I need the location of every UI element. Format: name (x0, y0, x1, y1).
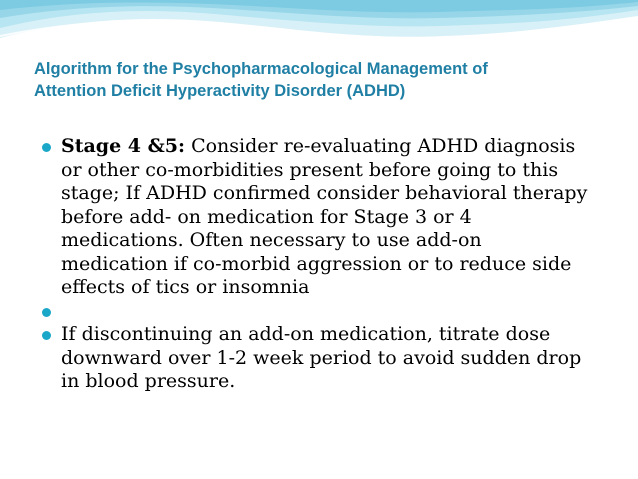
bullet-line: downward over 1-2 week period to avoid sudden drop (61, 346, 582, 369)
bullet-line: If discontinuing an add-on medication, titrate dose (61, 323, 551, 345)
bullet-line: effects of tics or insomnia (61, 276, 310, 298)
bullet-circle-icon (42, 308, 51, 317)
bullet-text (61, 323, 602, 394)
bullet-item-discontinuing-medication (42, 323, 602, 394)
bullet-list (42, 135, 602, 394)
bullet-line: medication if co-morbid aggression or to reduce side (61, 252, 572, 275)
bullet-item-empty (42, 300, 602, 324)
slide-title (34, 58, 614, 102)
slide-title-line-1: Algorithm for the Psychopharmacological Management of (34, 60, 488, 78)
bullet-line (61, 135, 602, 159)
bullet-line: or other co-morbidities present before going to this (61, 158, 559, 181)
bullet-text (61, 135, 602, 300)
bullet-line: before add- on medication for Stage 3 or 4 (61, 205, 472, 228)
bullet-circle-icon (42, 331, 51, 340)
bullet-line: in blood pressure. (61, 370, 236, 392)
bullet-item-stage-4-5 (42, 135, 602, 300)
bullet-circle-icon (42, 143, 51, 152)
bullet-line: stage; If ADHD confirmed consider behavioral therapy (61, 182, 588, 204)
slide-title-line-2: Attention Deficit Hyperactivity Disorder (ADHD) (34, 82, 406, 100)
bullet-line: medications. Often necessary to use add-on (61, 229, 482, 251)
bullet-lead-label: Stage 4 &5: (61, 135, 186, 157)
bullet-line-text: Consider re-evaluating ADHD diagnosis (185, 135, 576, 157)
